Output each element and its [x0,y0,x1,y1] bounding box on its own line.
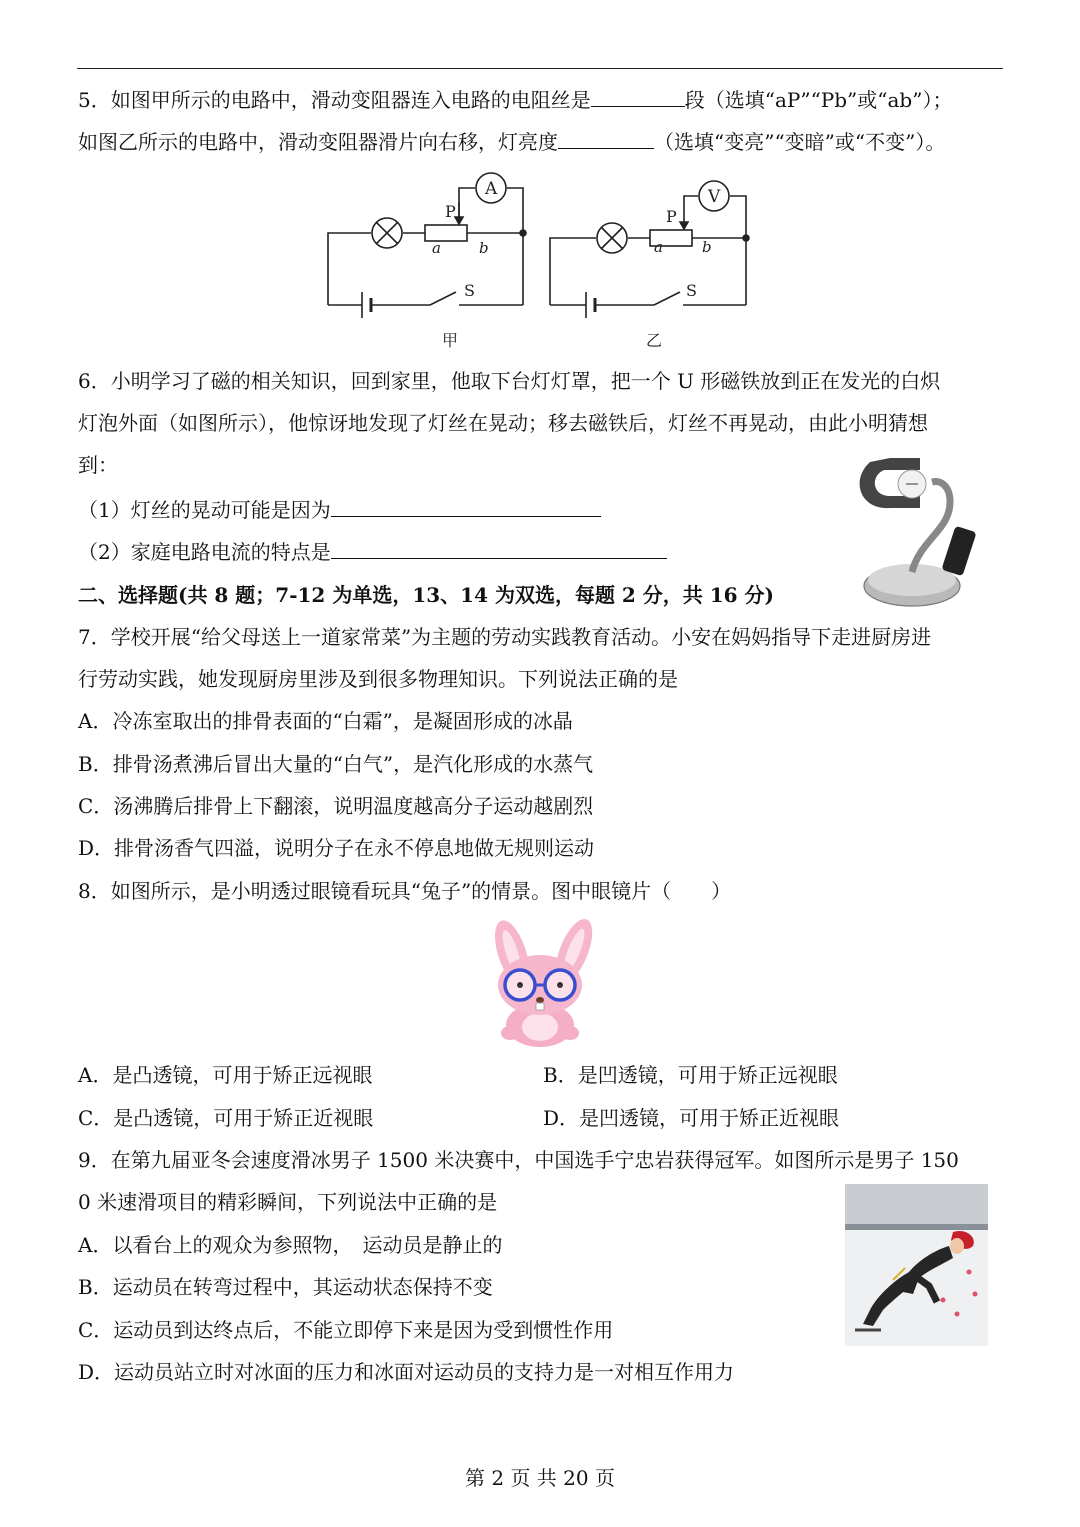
q6-line2: 灯泡外面（如图所示），他惊讶地发现了灯丝在晃动；移去磁铁后，灯丝不再晃动，由此小明猜想 [78,411,928,435]
q7-option-c[interactable]: C．汤沸腾后排骨上下翻滚，说明温度越高分子运动越剧烈 [78,794,594,818]
q6-sub2: （2）家庭电路电流的特点是 [78,538,667,565]
end-b-label: b [479,239,489,257]
q8-option-b[interactable]: B．是凹透镜，可用于矫正远视眼 [543,1063,838,1087]
q9-option-c[interactable]: C．运动员到达终点后，不能立即停下来是因为受到惯性作用 [78,1318,614,1342]
q6-line3: 到： [78,453,118,477]
fig-caption-yi: 乙 [646,331,663,350]
speed-skater-photo [845,1184,988,1346]
slider-label: P [445,202,456,221]
q7-line1: 7．学校开展“给父母送上一道家常菜”为主题的劳动实践教育活动。小安在妈妈指导下走进厨房进 [78,625,932,649]
q7-option-b[interactable]: B．排骨汤煮沸后冒出大量的“白气”，是汽化形成的水蒸气 [78,752,594,776]
slider-label: P [666,207,677,226]
end-b-label: b [702,238,712,256]
q6-blank-2[interactable] [331,538,667,559]
desk-lamp-magnet-photo [850,440,1000,612]
voltmeter-label: V [708,187,721,207]
q7-option-d[interactable]: D．排骨汤香气四溢，说明分子在永不停息地做无规则运动 [78,836,595,860]
end-a-label: a [654,238,663,256]
q6-line1: 6．小明学习了磁的相关知识，回到家里，他取下台灯灯罩，把一个 U 形磁铁放到正在发光的白炽 [78,369,941,393]
header-rule [77,68,1003,69]
end-a-label: a [432,239,441,257]
q8-option-c[interactable]: C．是凸透镜，可用于矫正近视眼 [78,1106,374,1130]
q6-blank-1[interactable] [331,496,601,517]
switch-label: S [686,281,697,300]
q9-line2: 0 米速滑项目的精彩瞬间，下列说法中正确的是 [78,1190,498,1214]
q5-line2: 如图乙所示的电路中，滑动变阻器滑片向右移，灯亮度 （选填“变亮”“变暗”或“不变”）。 [78,130,946,154]
ammeter-label: A [485,179,498,199]
rabbit-glasses-figure [470,913,610,1049]
q7-option-a[interactable]: A．冷冻室取出的排骨表面的“白霜”，是凝固形成的冰晶 [78,709,573,733]
q5-blank-2[interactable] [558,128,654,149]
switch-icon [430,292,456,305]
q5-circuit-figure [318,168,764,354]
q6-sub1: （1）灯丝的晃动可能是因为 [78,496,601,523]
fig-caption-jia: 甲 [442,331,459,350]
section2-heading: 二、选择题(共 8 题；7-12 为单选，13、14 为双选，每题 2 分，共 16 分) [78,583,775,607]
q9-option-a[interactable]: A．以看台上的观众为参照物， 运动员是静止的 [78,1233,503,1257]
q9-option-b[interactable]: B．运动员在转弯过程中，其运动状态保持不变 [78,1275,493,1299]
page-footer: 第 2 页 共 20 页 [465,1466,615,1490]
switch-label: S [464,281,475,300]
q9-line1: 9．在第九届亚冬会速度滑冰男子 1500 米决赛中，中国选手宁忠岩获得冠军。如图所示是男子 150 [78,1148,959,1172]
q5-line1: 5．如图甲所示的电路中，滑动变阻器连入电路的电阻丝是 段（选填“aP”“Pb”或“ab”）； [78,88,953,112]
q7-line2: 行劳动实践，她发现厨房里涉及到很多物理知识。下列说法正确的是 [78,667,678,691]
switch-icon [654,292,680,305]
q8-stem: 8．如图所示，是小明透过眼镜看玩具“兔子”的情景。图中眼镜片（ ） [78,879,732,903]
q9-option-d[interactable]: D．运动员站立时对冰面的压力和冰面对运动员的支持力是一对相互作用力 [78,1360,735,1384]
q8-option-d[interactable]: D．是凹透镜，可用于矫正近视眼 [543,1106,840,1130]
q5-blank-1[interactable] [591,86,685,107]
q8-option-a[interactable]: A．是凸透镜，可用于矫正远视眼 [78,1063,373,1087]
